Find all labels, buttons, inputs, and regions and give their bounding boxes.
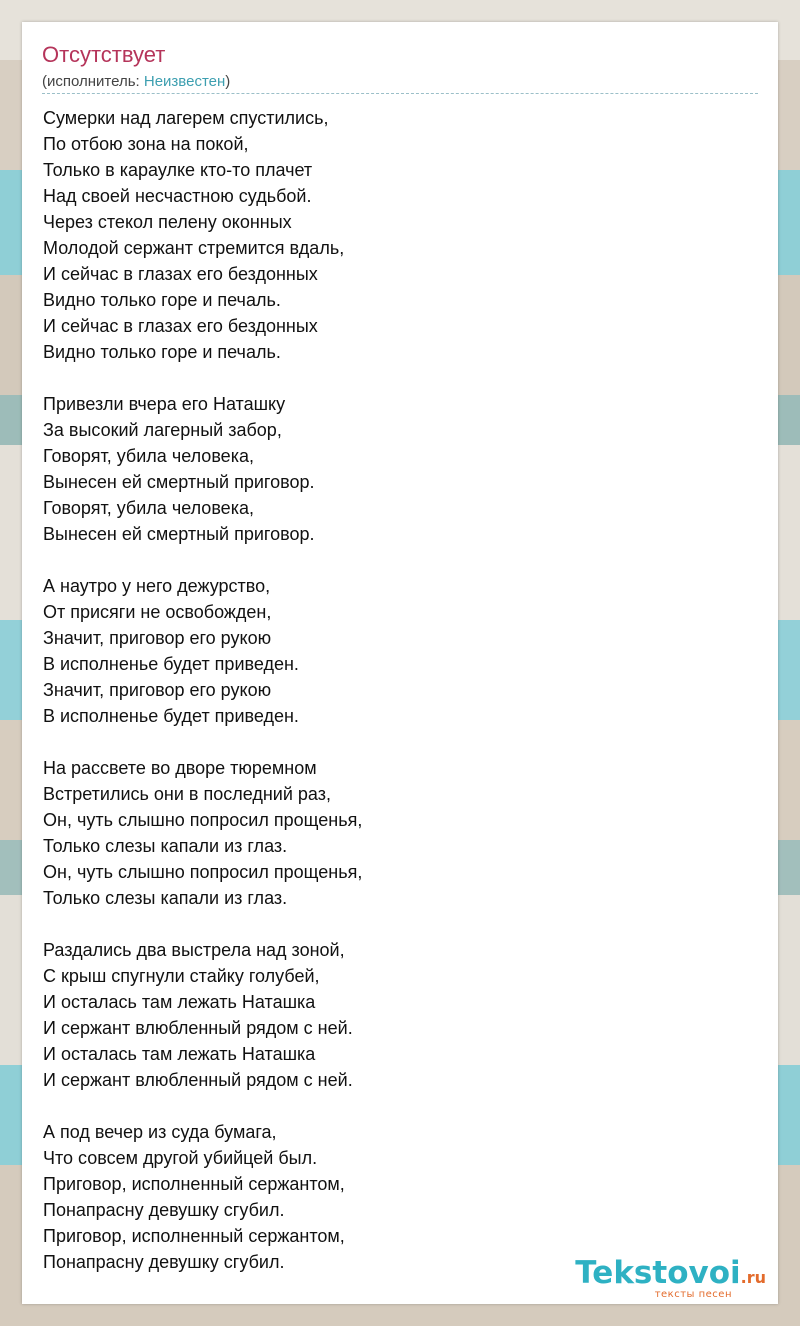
stanza-1	[43, 105, 362, 365]
lyric-line: Приговор, исполненный сержантом,	[43, 1226, 345, 1246]
stanza-2	[43, 391, 362, 547]
lyric-line: С крыш спугнули стайку голубей,	[43, 966, 320, 986]
lyric-line: Приговор, исполненный сержантом,	[43, 1174, 345, 1194]
logo-wordmark	[575, 1256, 766, 1290]
logo-suffix-text: .ru	[740, 1268, 766, 1287]
lyric-line: И сержант влюбленный рядом с ней.	[43, 1018, 353, 1038]
lyric-line: А под вечер из суда бумага,	[43, 1122, 277, 1142]
lyric-line: Он, чуть слышно попросил прощенья,	[43, 810, 363, 830]
stanza-5	[43, 937, 362, 1093]
lyric-line: Он, чуть слышно попросил прощенья,	[43, 862, 363, 882]
lyric-line: И осталась там лежать Наташка	[43, 992, 316, 1012]
lyric-line: Значит, приговор его рукою	[43, 628, 272, 648]
lyric-line: Говорят, убила человека,	[43, 446, 254, 466]
site-logo[interactable]	[575, 1256, 766, 1300]
stanza-6	[43, 1119, 362, 1275]
lyric-line: Только слезы капали из глаз.	[43, 836, 288, 856]
lyrics-text	[43, 105, 362, 1275]
artist-prefix: (исполнитель:	[42, 73, 144, 90]
lyric-line: И осталась там лежать Наташка	[43, 1044, 316, 1064]
lyric-line: Через стекол пелену оконных	[43, 212, 292, 232]
lyric-line: Видно только горе и печаль.	[43, 342, 281, 362]
stanza-gap	[43, 911, 362, 937]
lyric-line: А наутро у него дежурство,	[43, 576, 271, 596]
lyric-line: Говорят, убила человека,	[43, 498, 254, 518]
song-title: Отсутствует	[42, 42, 166, 67]
dashed-divider	[42, 93, 758, 94]
lyric-line: Видно только горе и печаль.	[43, 290, 281, 310]
lyric-line: За высокий лагерный забор,	[43, 420, 282, 440]
logo-tagline: тексты песен	[654, 1289, 732, 1300]
lyric-line: Над своей несчастною судьбой.	[43, 186, 312, 206]
lyric-line: Только слезы капали из глаз.	[43, 888, 288, 908]
lyric-line: Что совсем другой убийцей был.	[43, 1148, 318, 1168]
stanza-gap	[43, 729, 362, 755]
lyric-line: В исполненье будет приведен.	[43, 706, 299, 726]
stanza-gap	[43, 547, 362, 573]
lyric-line: По отбою зона на покой,	[43, 134, 249, 154]
lyric-line: В исполненье будет приведен.	[43, 654, 299, 674]
lyric-line: Встретились они в последний раз,	[43, 784, 331, 804]
artist-line	[42, 72, 230, 92]
stanza-4	[43, 755, 362, 911]
lyric-line: Вынесен ей смертный приговор.	[43, 472, 315, 492]
lyric-line: От присяги не освобожден,	[43, 602, 272, 622]
artist-suffix: )	[225, 73, 231, 90]
lyric-line: Раздались два выстрела над зоной,	[43, 940, 345, 960]
stanza-gap	[43, 1093, 362, 1119]
lyric-line: Понапрасну девушку сгубил.	[43, 1252, 285, 1272]
lyric-line: Понапрасну девушку сгубил.	[43, 1200, 285, 1220]
lyric-line: И сержант влюбленный рядом с ней.	[43, 1070, 353, 1090]
lyric-line: Только в караулке кто-то плачет	[43, 160, 313, 180]
lyric-line: Вынесен ей смертный приговор.	[43, 524, 315, 544]
lyric-line: Молодой сержант стремится вдаль,	[43, 238, 345, 258]
stanza-3	[43, 573, 362, 729]
lyric-line: На рассвете во дворе тюремном	[43, 758, 317, 778]
lyric-line: Значит, приговор его рукою	[43, 680, 272, 700]
lyric-line: И сейчас в глазах его бездонных	[43, 316, 318, 336]
lyric-line: Сумерки над лагерем спустились,	[43, 108, 329, 128]
lyric-line: И сейчас в глазах его бездонных	[43, 264, 318, 284]
lyric-line: Привезли вчера его Наташку	[43, 394, 286, 414]
stanza-gap	[43, 365, 362, 391]
lyrics-card	[22, 22, 778, 1304]
logo-main-text: Tekstovoi	[575, 1255, 741, 1291]
artist-link[interactable]: Неизвестен	[143, 73, 226, 90]
